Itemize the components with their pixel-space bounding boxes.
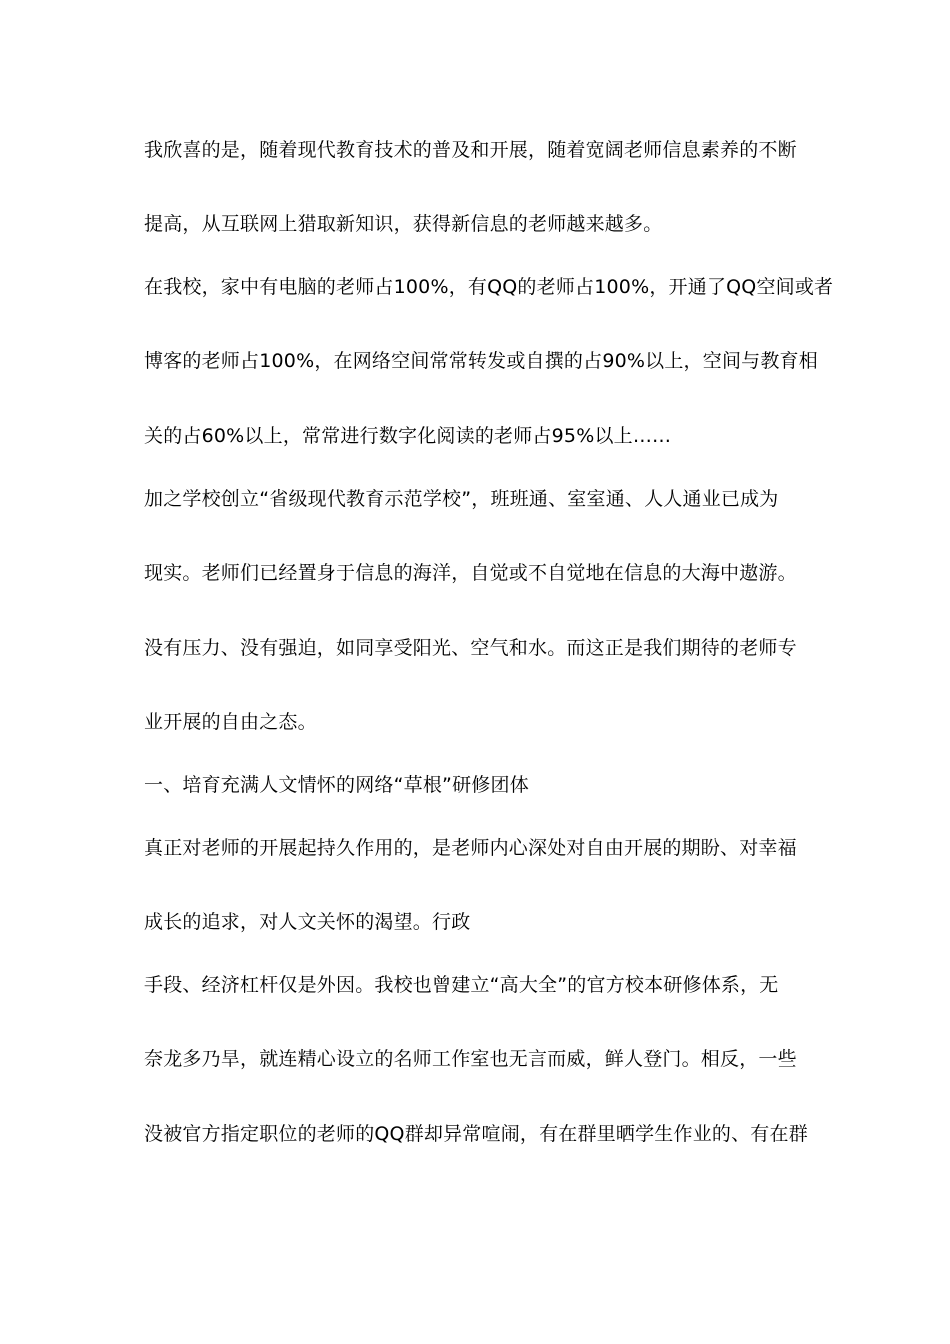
- section-heading: 一、培育充满人文情怀的网络“草根”研修团体: [144, 774, 529, 796]
- paragraph-line: 关的占60%以上，常常进行数字化阅读的老师占95%以上……: [144, 425, 672, 447]
- paragraph-line: 博客的老师占100%，在网络空间常常转发或自撰的占90%以上，空间与教育相: [144, 350, 818, 372]
- paragraph-line: 没有压力、没有强迫，如同享受阳光、空气和水。而这正是我们期待的老师专: [144, 637, 797, 659]
- paragraph-line: 奈龙多乃旱，就连精心设立的名师工作室也无言而威，鲜人登门。相反，一些: [144, 1048, 797, 1070]
- paragraph-line: 提高，从互联网上猎取新知识，获得新信息的老师越来越多。: [144, 213, 663, 235]
- paragraph-line: 加之学校创立“省级现代教育示范学校”，班班通、室室通、人人通业已成为: [144, 488, 779, 510]
- paragraph-line: 真正对老师的开展起持久作用的，是老师内心深处对自由开展的期盼、对幸福: [144, 837, 797, 859]
- paragraph-line: 成长的追求，对人文关怀的渴望。行政: [144, 911, 471, 933]
- paragraph-line: 没被官方指定职位的老师的QQ群却异常喧闹，有在群里晒学生作业的、有在群: [144, 1123, 808, 1145]
- paragraph-line: 现实。老师们已经置身于信息的海洋，自觉或不自觉地在信息的大海中遨游。: [144, 562, 797, 584]
- paragraph-line: 我欣喜的是，随着现代教育技术的普及和开展，随着宽阔老师信息素养的不断: [144, 139, 797, 161]
- paragraph-line: 业开展的自由之态。: [144, 711, 317, 733]
- paragraph-line: 在我校，家中有电脑的老师占100%，有QQ的老师占100%，开通了QQ空间或者: [144, 276, 834, 298]
- paragraph-line: 手段、经济杠杆仅是外因。我校也曾建立“高大全”的官方校本研修体系，无: [144, 974, 779, 996]
